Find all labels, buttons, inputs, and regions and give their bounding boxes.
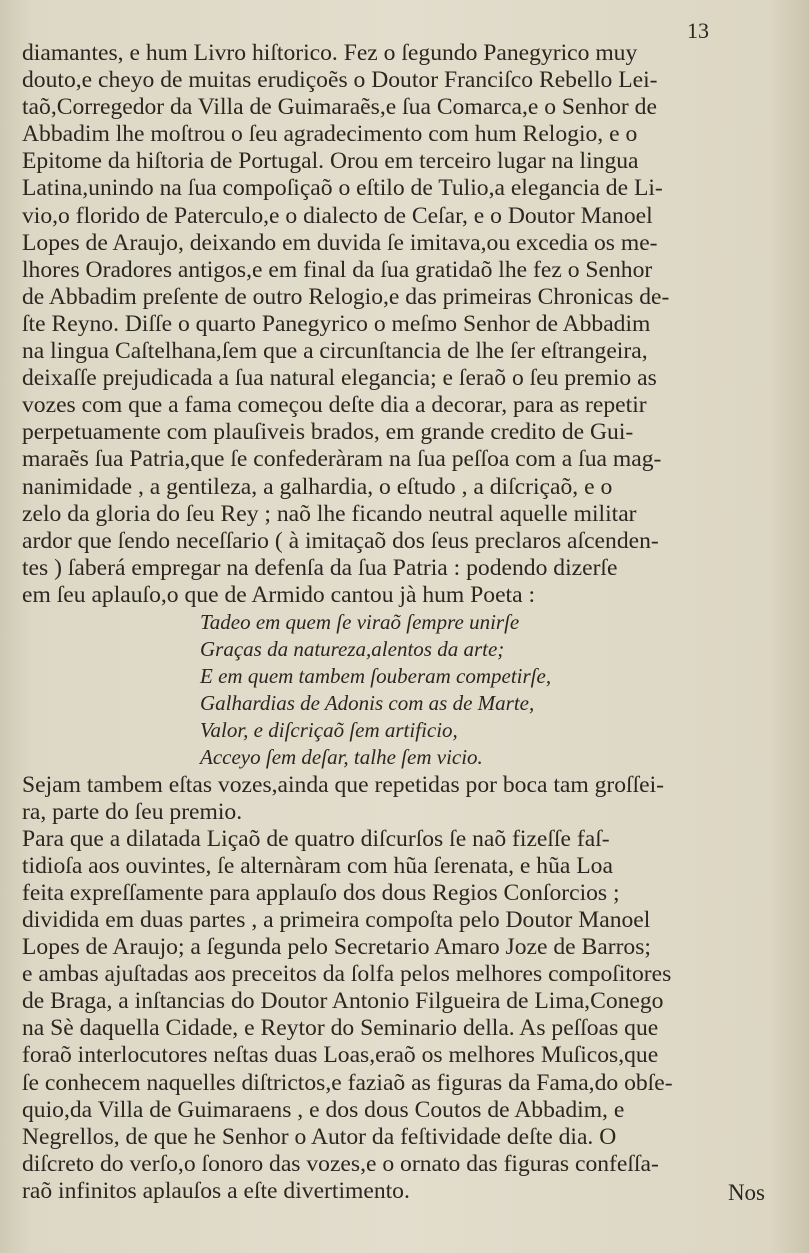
text-line: em ſeu aplauſo,o que de Armido cantou jà hum Poeta : bbox=[22, 581, 536, 608]
catchword: Nos bbox=[727, 1180, 765, 1205]
text-line: na Sè daquella Cidade, e Reytor do Seminario della. As peſſoas que bbox=[22, 1015, 659, 1042]
text-line: maraẽs ſua Patria,que ſe confederàram na ſua peſſoa com a ſua mag- bbox=[22, 446, 662, 473]
text-line: de Abbadim preſente de outro Relogio,e das primeiras Chronicas de- bbox=[22, 283, 670, 310]
text-line: Epitome da hiſtoria de Portugal. Orou em terceiro lugar na lingua bbox=[22, 148, 639, 175]
text-line: e ambas ajuſtadas aos preceitos da ſolfa pelos melhores compoſitores bbox=[22, 961, 672, 988]
text-line: foraõ interlocutores neſtas duas Loas,eraõ os melhores Muſicos,que bbox=[22, 1042, 659, 1069]
text-line: taõ,Corregedor da Villa de Guimaraẽs,e ſua Comarca,e o Senhor de bbox=[22, 94, 657, 121]
text-line: lhores Oradores antigos,e em final da ſua gratidaõ lhe fez o Senhor bbox=[22, 256, 653, 283]
text-line: zelo da gloria do ſeu Rey ; naõ lhe ficando neutral aquelle militar bbox=[22, 500, 637, 527]
text-line: diamantes, e hum Livro hiſtorico. Fez o ſegundo Panegyrico muy bbox=[22, 40, 638, 66]
text-line: vio,o florido de Paterculo,e o dialecto de Ceſar, e o Doutor Manoel bbox=[22, 202, 653, 229]
verse-line: Graças da natureza,alentos da arte; bbox=[200, 637, 505, 662]
text-line: diſcreto do verſo,o ſonoro das vozes,e o ornato das figuras confeſſa- bbox=[22, 1150, 659, 1177]
text-line: ſte Reyno. Diſſe o quarto Panegyrico o meſmo Senhor de Abbadim bbox=[22, 310, 651, 337]
text-line: vozes com que a fama começou deſte dia a decorar, para as repetir bbox=[22, 392, 647, 419]
text-line: quio,da Villa de Guimaraens , e dos dous Coutos de Abbadim, e bbox=[22, 1096, 625, 1123]
text-line: nanimidade , a gentileza, a galhardia, o eſtudo , a diſcriçaõ, e o bbox=[22, 473, 613, 500]
text-line: douto,e cheyo de muitas erudiçoẽs o Doutor Franciſco Rebello Lei- bbox=[22, 67, 658, 94]
verse-line: Tadeo em quem ſe viraõ ſempre unirſe bbox=[200, 609, 520, 634]
body-text bbox=[22, 40, 742, 1205]
text-line: de Braga, a inſtancias do Doutor Antonio Filgueira de Lima,Conego bbox=[22, 988, 664, 1015]
text-line: raõ infinitos aplauſos a eſte divertimento. bbox=[22, 1177, 410, 1204]
text-line: Negrellos, de que he Senhor o Autor da feſtividade deſte dia. O bbox=[22, 1123, 617, 1150]
text-line: na lingua Caſtelhana,ſem que a circunſtancia de lhe ſer eſtrangeira, bbox=[22, 338, 648, 365]
text-line: Abbadim lhe moſtrou o ſeu agradecimento com hum Relogio, e o bbox=[22, 121, 638, 148]
text-line: ra, parte do ſeu premio. bbox=[22, 798, 243, 825]
verse-line: E em quem tambem ſouberam competirſe, bbox=[200, 664, 552, 689]
text-line: Lopes de Araujo; a ſegunda pelo Secretario Amaro Joze de Barros; bbox=[22, 934, 651, 961]
text-line: tidioſa aos ouvintes, ſe alternàram com hũa ſerenata, e hũa Loa bbox=[22, 852, 613, 879]
text-line: ſe conhecem naquelles diſtrictos,e faziaõ as figuras da Fama,do obſe- bbox=[22, 1069, 673, 1096]
text-line: Sejam tambem eſtas vozes,ainda que repetidas por boca tam groſſei- bbox=[22, 771, 665, 798]
text-line: ardor que ſendo neceſſario ( à imitaçaõ dos ſeus preclaros aſcenden- bbox=[22, 527, 659, 554]
text-line: deixaſſe prejudicada a ſua natural elegancia; e ſeraõ o ſeu premio as bbox=[22, 365, 657, 392]
verse-line: Acceyo ſem deſar, talhe ſem vicio. bbox=[200, 745, 483, 770]
text-line: Lopes de Araujo, deixando em duvida ſe imitava,ou excedia os me- bbox=[22, 229, 658, 256]
text-line: feita expreſſamente para applauſo dos dous Regios Conſorcios ; bbox=[22, 879, 620, 906]
page-number: 13 bbox=[687, 18, 709, 43]
verse-line: Galhardias de Adonis com as de Marte, bbox=[200, 691, 535, 716]
text-line: Para que a dilatada Liçaõ de quatro diſcurſos ſe naõ fizeſſe faſ- bbox=[22, 825, 610, 852]
text-line: tes ) ſaberá empregar na defenſa da ſua Patria : podendo dizerſe bbox=[22, 554, 618, 581]
text-line: perpetuamente com plauſiveis brados, em grande credito de Gui- bbox=[22, 419, 634, 446]
text-line: Latina,unindo na ſua compoſiçaõ o eſtilo de Tulio,a elegancia de Li- bbox=[22, 175, 663, 202]
verse-line: Valor, e diſcriçaõ ſem artificio, bbox=[200, 718, 458, 743]
text-line: dividida em duas partes , a primeira compoſta pelo Doutor Manoel bbox=[22, 907, 651, 933]
